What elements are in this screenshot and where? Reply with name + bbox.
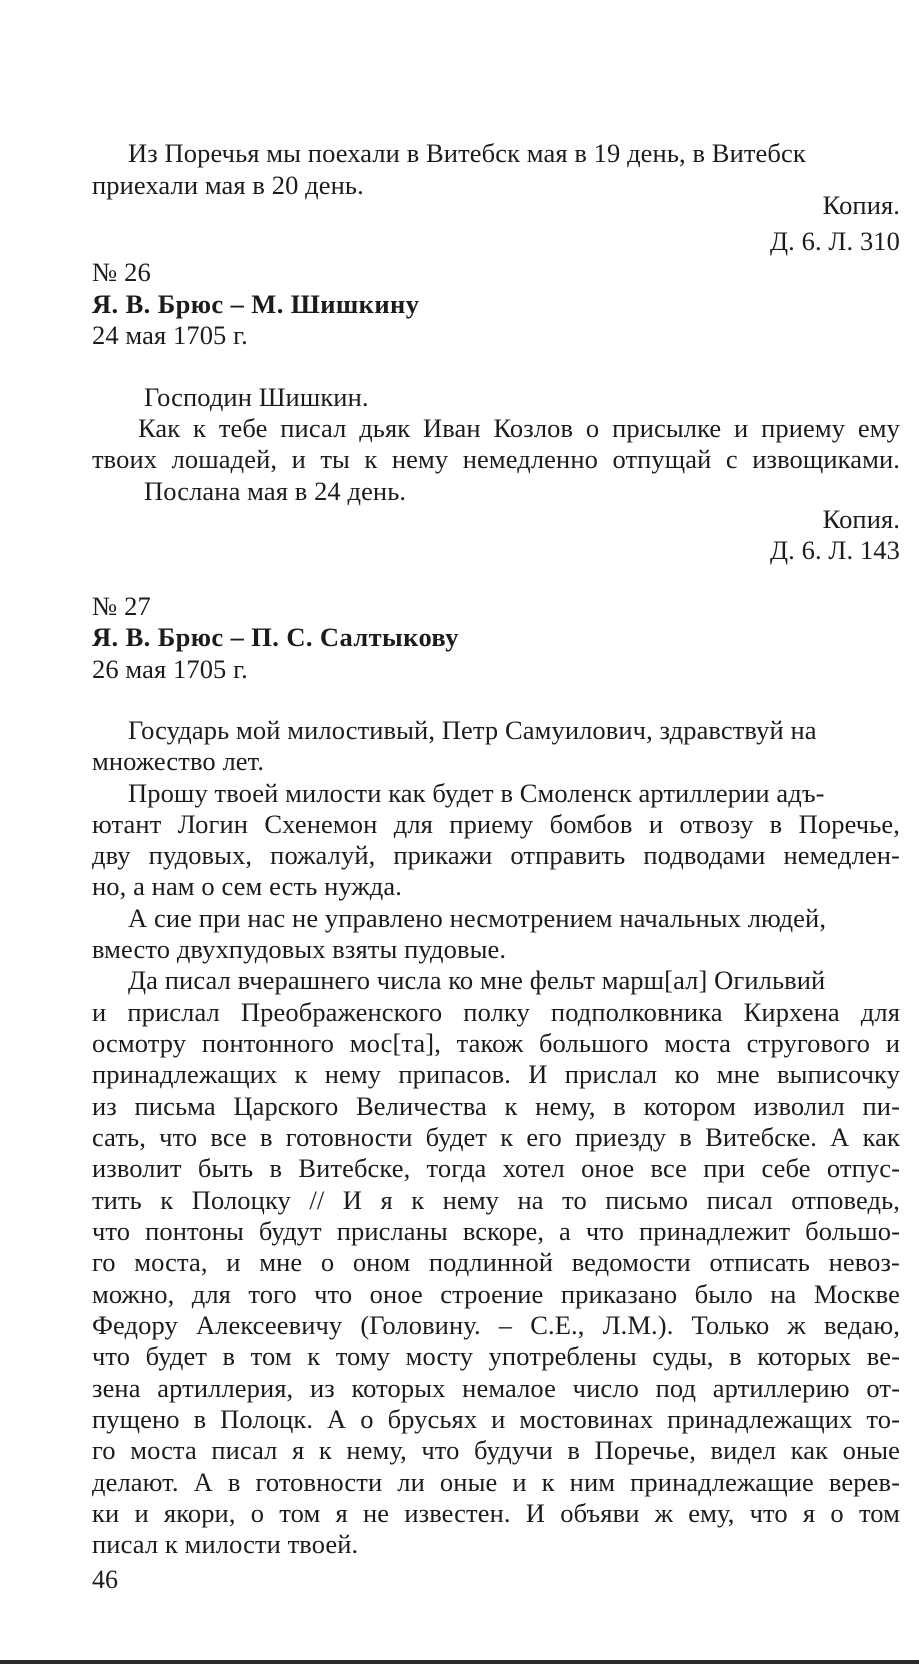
doc27-line-15: изволит быть в Витебске, тогда хотел оное все при себе отпус-	[92, 1153, 900, 1183]
doc27-line-16: тить к Полоцку // И я к нему на то письмо писал отповедь,	[92, 1185, 900, 1215]
doc26-date: 24 мая 1705 г.	[92, 320, 248, 350]
doc26-heading: Я. В. Брюс – М. Шишкину	[92, 289, 420, 319]
doc27-line-17: что понтоны будут присланы вскоре, а что принадлежит большо-	[92, 1216, 900, 1246]
doc27-line-24: го моста писал я к нему, что будучи в Поречье, видел как оные	[92, 1435, 900, 1465]
doc27-line-18: го моста, и мне о оном подлинной ведомости отписать невоз-	[92, 1247, 900, 1277]
doc27-line-4: ютант Логин Схенемон для приему бомбов и отвозу в Поречье,	[92, 809, 900, 839]
doc27-line-21: что будет в том к тому мосту употреблены суды, в которых ве-	[92, 1341, 900, 1371]
doc27-line-8: вместо двухпудовых взяты пудовые.	[92, 934, 507, 964]
intro-reference: Д. 6. Л. 310	[770, 226, 900, 256]
doc26-sent-line: Послана мая в 24 день.	[144, 476, 407, 506]
doc26-salutation: Господин Шишкин.	[144, 382, 369, 412]
doc26-body-line-2: твоих лошадей, и ты к нему немедленно отпущай с извощиками.	[92, 444, 900, 474]
doc27-number: № 27	[92, 591, 151, 621]
doc27-line-5: дву пудовых, пожалуй, прикажи отправить подводами немедлен-	[92, 840, 900, 870]
doc27-line-6: но, а нам о сем есть нужда.	[92, 871, 402, 901]
doc27-line-25: делают. А в готовности ли оные и к ним принадлежащие верев-	[92, 1467, 900, 1497]
doc27-line-10: и прислал Преображенского полку подполковника Кирхена для	[92, 997, 900, 1027]
doc27-line-14: сать, что все в готовности будет к его приезду в Витебске. А как	[92, 1122, 900, 1152]
doc26-body-line-1: Как к тебе писал дьяк Иван Козлов о присылке и приему ему	[138, 413, 900, 443]
intro-copy-label: Копия.	[822, 190, 900, 220]
doc26-copy-label: Копия.	[822, 504, 900, 534]
page-bottom-edge	[0, 1660, 919, 1664]
doc27-line-9: Да писал вчерашнего числа ко мне фельт марш[ал] Огильвий	[128, 965, 826, 995]
doc27-line-13: из письма Царского Величества к нему, в котором изволил пи-	[92, 1091, 900, 1121]
doc27-line-19: можно, для того что оное строение приказано было на Москве	[92, 1279, 900, 1309]
doc27-line-12: принадлежащих к нему припасов. И прислал ко мне выписочку	[92, 1059, 900, 1089]
doc27-line-23: пущено в Полоцк. А о брусьях и мостовинах принадлежащих то-	[92, 1404, 900, 1434]
intro-line-1: Из Поречья мы поехали в Витебск мая в 19 день, в Витебск	[128, 138, 806, 168]
doc27-line-2: множество лет.	[92, 746, 265, 776]
intro-line-2: приехали мая в 20 день.	[92, 170, 364, 200]
doc27-date: 26 мая 1705 г.	[92, 654, 248, 684]
doc26-number: № 26	[92, 257, 151, 287]
page-number: 46	[92, 1565, 118, 1594]
doc27-line-27: писал к милости твоей.	[92, 1529, 359, 1559]
doc27-line-20: Федору Алексеевичу (Головину. – С.Е., Л.М.). Только ж ведаю,	[92, 1310, 900, 1340]
doc27-heading: Я. В. Брюс – П. С. Салтыкову	[92, 622, 459, 652]
doc26-reference: Д. 6. Л. 143	[770, 535, 900, 565]
doc27-line-3: Прошу твоей милости как будет в Смоленск артиллерии адъ-	[128, 778, 825, 808]
doc27-line-26: ки и якори, о том я не известен. И объяви ж ему, что я о том	[92, 1498, 900, 1528]
doc27-line-22: зена артиллерия, из которых немалое число под артиллерию от-	[92, 1373, 900, 1403]
doc27-line-7: А сие при нас не управлено несмотрением начальных людей,	[128, 903, 827, 933]
doc27-line-11: осмотру понтонного мос[та], також большого моста стругового и	[92, 1028, 900, 1058]
doc27-line-1: Государь мой милостивый, Петр Самуилович, здравствуй на	[128, 715, 817, 745]
